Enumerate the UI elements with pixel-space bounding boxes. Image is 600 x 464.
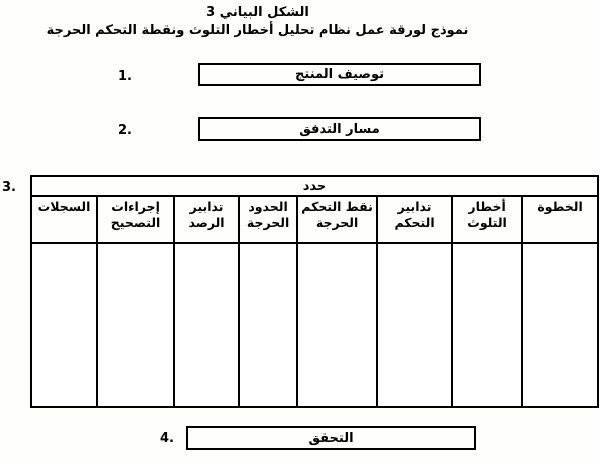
col-header-corrective-actions: إجراءات التصحيح xyxy=(97,196,174,243)
col-header-critical-control-points: نقط التحكم الحرجة xyxy=(297,196,377,243)
col-header-contamination-hazards: أخطار التلوث xyxy=(452,196,522,243)
table-empty-cell-corrective-actions xyxy=(97,243,174,407)
col-header-monitoring-measures: تدابير الرصد xyxy=(174,196,239,243)
figure-title-block xyxy=(0,5,515,40)
haccp-worksheet-table xyxy=(30,175,599,408)
table-empty-cell-records xyxy=(31,243,97,407)
col-header-step: الخطوة xyxy=(522,196,598,243)
figure-number-title: الشكل البياني 3 xyxy=(206,5,309,20)
table-empty-cell-contamination-hazards xyxy=(452,243,522,407)
product-description-box xyxy=(198,63,481,86)
verification-box xyxy=(186,426,476,450)
table-header-row xyxy=(31,196,598,243)
item-4-number: 4. xyxy=(160,431,174,446)
table-empty-cell-control-measures xyxy=(377,243,452,407)
item-3-number: 3. xyxy=(2,180,16,195)
table-empty-cell-critical-limits xyxy=(239,243,297,407)
table-empty-cell-critical-control-points xyxy=(297,243,377,407)
table-title: حدد xyxy=(31,176,598,196)
col-header-control-measures: تدابير التحكم xyxy=(377,196,452,243)
col-header-records: السجلات xyxy=(31,196,97,243)
flow-path-box xyxy=(198,117,481,141)
product-description-label: توصيف المنتج xyxy=(295,67,384,82)
table-empty-cell-monitoring-measures xyxy=(174,243,239,407)
item-2-number: 2. xyxy=(118,123,132,138)
table-empty-cell-step xyxy=(522,243,598,407)
figure-subtitle: نموذج لورقة عمل نظام تحليل أخطار التلوث ونقطة التحكم الحرجة xyxy=(46,23,469,39)
item-1-number: 1. xyxy=(118,69,132,84)
table-title-row xyxy=(31,176,598,196)
flow-path-label: مسار التدفق xyxy=(299,121,380,137)
verification-label: التحقق xyxy=(308,430,354,446)
col-header-critical-limits: الحدود الحرجة xyxy=(239,196,297,243)
table-body-row xyxy=(31,243,598,407)
